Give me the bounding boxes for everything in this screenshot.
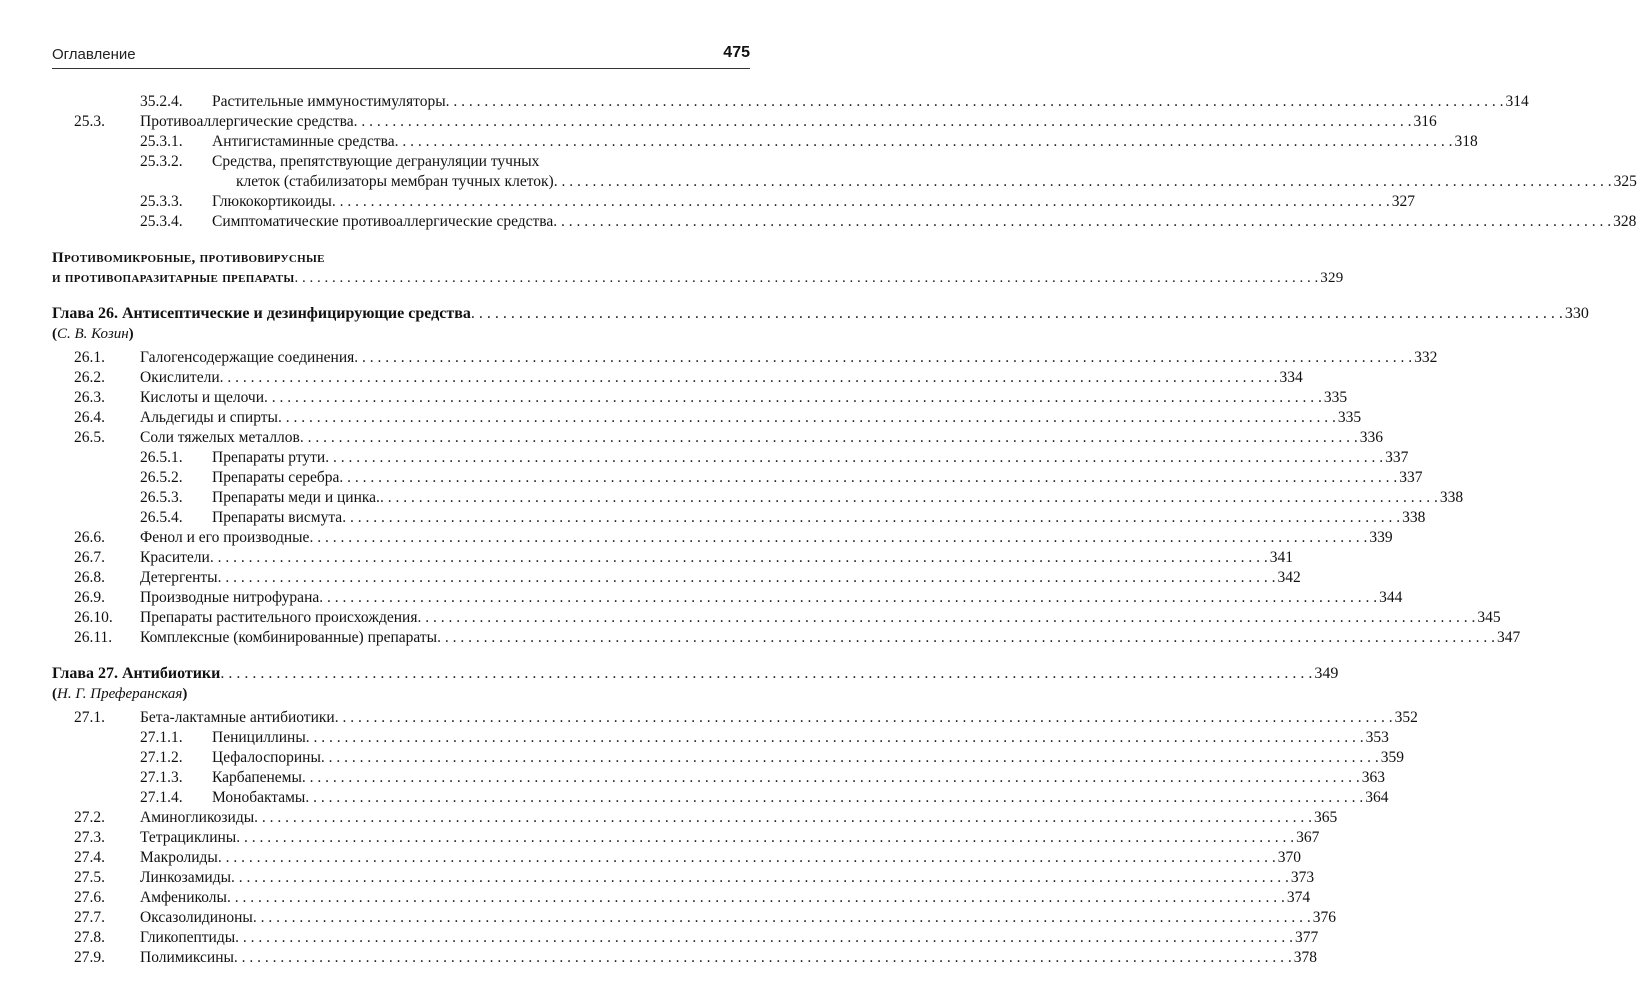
- toc-entry-title: Амфениколы: [140, 889, 227, 906]
- toc-entry-number: 25.3.2.: [140, 153, 183, 170]
- toc-entry: [52, 192, 1415, 212]
- toc-entry-number: 26.9.: [74, 589, 105, 606]
- leader-dots: [395, 132, 1453, 152]
- author-paren: (: [52, 686, 57, 702]
- leader-dots: [332, 192, 1390, 212]
- toc-entry: [52, 132, 1478, 152]
- part-heading-line-1: Противомикробные, противовирусные: [52, 250, 325, 266]
- toc-entry-page: 342: [1277, 569, 1301, 586]
- toc-entry-number: 26.4.: [74, 409, 105, 426]
- chapter-author: [52, 324, 750, 344]
- toc-entry-page: 338: [1402, 509, 1426, 526]
- leader-dots: [254, 808, 1312, 828]
- toc-entry: [52, 112, 1437, 132]
- toc-entry-title: Полимиксины: [140, 949, 234, 966]
- toc-entry-number: 27.8.: [74, 929, 105, 946]
- toc-entry: [52, 608, 1501, 628]
- toc-entry-number: 27.6.: [74, 889, 105, 906]
- toc-entry: [52, 768, 1386, 788]
- toc-entry-title: Аминогликозиды: [140, 809, 255, 826]
- toc-entry-title: Фенол и его производные: [140, 529, 310, 546]
- leader-dots: [354, 348, 1412, 368]
- toc-entry: [52, 868, 1315, 888]
- toc-entry-page: 337: [1385, 449, 1409, 466]
- toc-entry-title: Окислители: [140, 369, 220, 386]
- toc-entry-number: 26.10.: [74, 609, 113, 626]
- toc-entry-number: 26.11.: [74, 629, 113, 646]
- toc-entry-page: 314: [1505, 93, 1529, 110]
- toc-entry-title: Растительные иммуностимуляторы: [212, 93, 446, 110]
- leader-dots: [231, 868, 1289, 888]
- toc-entry-title: Альдегиды и спирты: [140, 409, 278, 426]
- toc-entry: [52, 748, 1404, 768]
- toc-entry: [52, 428, 1383, 448]
- leader-dots: [234, 948, 1292, 968]
- toc-entry-number: 27.7.: [74, 909, 105, 926]
- toc-entry-title: Препараты висмута: [212, 509, 343, 526]
- leader-dots: [471, 304, 1563, 324]
- leader-dots: [339, 468, 1397, 488]
- toc-entry-number: 25.3.: [74, 113, 105, 130]
- toc-entry: [52, 708, 1418, 728]
- toc-entry-page: 353: [1365, 729, 1389, 746]
- chapter-title: Глава 26. Антисептические и дезинфицирующие средства: [52, 305, 471, 322]
- leader-dots: [380, 488, 1438, 508]
- chapter-author: [52, 684, 750, 704]
- toc-entry-page: 332: [1414, 349, 1438, 366]
- leader-dots: [305, 788, 1363, 808]
- leader-dots: [335, 708, 1393, 728]
- toc-entry-page: 352: [1394, 709, 1418, 726]
- toc-entry-page: 318: [1454, 133, 1478, 150]
- running-header: [52, 44, 750, 68]
- toc-entry: [52, 788, 1389, 808]
- part-heading: [52, 268, 1344, 288]
- toc-entry: [52, 588, 1403, 608]
- toc-entry-page: 330: [1564, 305, 1589, 322]
- toc-entry-page: 329: [1320, 270, 1344, 286]
- toc-entry-page: 335: [1323, 389, 1348, 406]
- toc-entry-number: 26.5.3.: [140, 489, 183, 506]
- leader-dots: [210, 548, 1268, 568]
- chapter-heading: [52, 664, 1339, 684]
- table-of-contents: [52, 92, 1637, 968]
- leader-dots: [446, 92, 1504, 112]
- toc-entry-number: 27.5.: [74, 869, 105, 886]
- leader-dots: [417, 608, 1475, 628]
- toc-entry: [52, 468, 1423, 488]
- author-paren: ): [128, 326, 134, 342]
- toc-entry-page: 365: [1314, 809, 1338, 826]
- toc-entry-number: 26.7.: [74, 549, 105, 566]
- toc-entry: [52, 152, 750, 172]
- toc-entry: [52, 212, 1637, 232]
- toc-entry-page: 336: [1359, 429, 1383, 446]
- toc-entry-title: Антигистаминные средства: [212, 133, 395, 150]
- toc-entry-page: 374: [1286, 889, 1311, 906]
- toc-entry-page: 325: [1613, 173, 1637, 190]
- toc-entry-page: 376: [1312, 909, 1336, 926]
- toc-entry-title: клеток (стабилизаторы мембран тучных клеток): [236, 173, 554, 190]
- leader-dots: [218, 568, 1276, 588]
- toc-entry: [52, 568, 1301, 588]
- toc-entry: [52, 828, 1320, 848]
- part-heading-line-2: и противопаразитарные препараты: [52, 270, 295, 286]
- leader-dots: [354, 112, 1412, 132]
- toc-entry-title: Гликопептиды: [140, 929, 236, 946]
- toc-entry: [52, 348, 1438, 368]
- toc-entry-title: Препараты ртути: [212, 449, 326, 466]
- leader-dots: [253, 908, 1311, 928]
- leader-dots: [300, 428, 1358, 448]
- leader-dots: [321, 748, 1379, 768]
- toc-entry: [52, 728, 1389, 748]
- toc-entry-title: Комплексные (комбинированные) препараты: [140, 629, 438, 646]
- toc-entry-number: 26.8.: [74, 569, 105, 586]
- toc-entry-page: 337: [1399, 469, 1423, 486]
- leader-dots: [278, 408, 1336, 428]
- toc-entry-title: Средства, препятствующие дегрануляции тучных: [212, 153, 540, 170]
- leader-dots: [302, 768, 1360, 788]
- toc-entry-number: 25.3.4.: [140, 213, 183, 230]
- toc-entry-title: Производные нитрофурана: [140, 589, 320, 606]
- toc-entry-title: Препараты серебра: [212, 469, 340, 486]
- toc-entry-page: 373: [1290, 869, 1315, 886]
- toc-entry: [52, 888, 1311, 908]
- toc-entry-title: Макролиды: [140, 849, 218, 866]
- toc-entry-title: Глюкокортикоиды: [212, 193, 332, 210]
- toc-entry-number: 27.1.: [74, 709, 105, 726]
- toc-entry: [52, 508, 1426, 528]
- leader-dots: [553, 212, 1611, 232]
- toc-entry-title: Соли тяжелых металлов: [140, 429, 300, 446]
- toc-entry: [52, 528, 1393, 548]
- leader-dots: [306, 728, 1364, 748]
- toc-entry-page: 370: [1277, 849, 1301, 866]
- leader-dots: [264, 388, 1322, 408]
- leader-dots: [294, 268, 1318, 288]
- toc-entry-number: 27.1.2.: [140, 749, 183, 766]
- toc-entry-title: Карбапенемы: [212, 769, 302, 786]
- leader-dots: [319, 588, 1377, 608]
- toc-entry: [52, 848, 1301, 868]
- toc-entry: [52, 448, 1409, 468]
- toc-entry-number: 26.5.: [74, 429, 105, 446]
- toc-entry-number: 26.2.: [74, 369, 105, 386]
- toc-entry-title: Пенициллины: [212, 729, 306, 746]
- toc-entry-page: 364: [1365, 789, 1389, 806]
- toc-entry: [52, 92, 1529, 112]
- toc-entry: [52, 548, 1293, 568]
- toc-entry-page: 328: [1613, 213, 1637, 230]
- toc-entry-title: Линкозамиды: [140, 869, 232, 886]
- toc-entry-number: 26.5.1.: [140, 449, 183, 466]
- part-heading: [52, 248, 750, 268]
- toc-entry: [52, 368, 1303, 388]
- leader-dots: [218, 848, 1276, 868]
- header-rule: [52, 68, 750, 69]
- toc-entry-title: Цефалоспорины: [212, 749, 321, 766]
- toc-entry-title: Монобактамы: [212, 789, 306, 806]
- toc-entry-number: 27.1.4.: [140, 789, 183, 806]
- leader-dots: [554, 172, 1612, 192]
- toc-entry-number: 27.9.: [74, 949, 105, 966]
- toc-entry-title: Галогенсодержащие соединения: [140, 349, 355, 366]
- toc-entry-title: Противоаллергические средства: [140, 113, 354, 130]
- toc-entry-number: 27.4.: [74, 849, 105, 866]
- toc-entry-title: Препараты растительного происхождения: [140, 609, 418, 626]
- leader-dots: [235, 928, 1293, 948]
- toc-entry-page: 316: [1413, 113, 1437, 130]
- toc-entry-number: 25.3.3.: [140, 193, 183, 210]
- toc-entry-page: 359: [1380, 749, 1404, 766]
- toc-entry-title: Красители: [140, 549, 210, 566]
- toc-entry-number: 27.2.: [74, 809, 105, 826]
- toc-entry-number: 26.3.: [74, 389, 105, 406]
- toc-entry: [52, 408, 1362, 428]
- toc-entry-page: 377: [1295, 929, 1319, 946]
- running-header-title: Оглавление: [52, 46, 136, 63]
- toc-entry-page: 338: [1439, 489, 1464, 506]
- author-name: Н. Г. Преферанская: [57, 686, 183, 702]
- toc-entry-page: 363: [1361, 769, 1386, 786]
- toc-entry-page: 367: [1296, 829, 1320, 846]
- toc-entry-page: 347: [1496, 629, 1521, 646]
- toc-entry-number: 26.6.: [74, 529, 105, 546]
- leader-dots: [220, 368, 1278, 388]
- toc-entry-title: Симптоматические противоаллергические средства: [212, 213, 554, 230]
- toc-entry-number: 27.1.3.: [140, 769, 183, 786]
- toc-entry-page: 378: [1293, 949, 1318, 966]
- toc-entry-title: Кислоты и щелочи: [140, 389, 265, 406]
- author-paren: (: [52, 326, 57, 342]
- toc-entry: [52, 908, 1336, 928]
- toc-entry-title: Оксазолидиноны: [140, 909, 253, 926]
- toc-entry-page: 344: [1379, 589, 1403, 606]
- toc-entry: [52, 808, 1338, 828]
- author-name: С. В. Козин: [57, 326, 129, 342]
- toc-entry-page: 334: [1279, 369, 1303, 386]
- toc-entry: [52, 488, 1464, 508]
- page-number: 475: [723, 44, 750, 61]
- leader-dots: [342, 508, 1400, 528]
- toc-entry-page: 349: [1314, 665, 1339, 682]
- author-paren: ): [182, 686, 188, 702]
- toc-entry-title: Препараты меди и цинка.: [212, 489, 380, 506]
- toc-entry-page: 339: [1369, 529, 1393, 546]
- toc-entry: [52, 388, 1348, 408]
- leader-dots: [309, 528, 1367, 548]
- toc-entry-title: Тетрациклины: [140, 829, 237, 846]
- leader-dots: [220, 664, 1312, 684]
- leader-dots: [227, 888, 1285, 908]
- toc-entry-number: 27.1.1.: [140, 729, 183, 746]
- toc-entry-number: 26.5.4.: [140, 509, 183, 526]
- toc-entry-number: 27.3.: [74, 829, 105, 846]
- toc-entry-number: 25.3.1.: [140, 133, 183, 150]
- leader-dots: [437, 628, 1495, 648]
- toc-entry-number: 26.1.: [74, 349, 105, 366]
- toc-entry-title: Бета-лактамные антибиотики: [140, 709, 335, 726]
- toc-entry: [52, 948, 1318, 968]
- toc-entry-page: 327: [1391, 193, 1415, 210]
- leader-dots: [236, 828, 1294, 848]
- toc-entry: [52, 628, 1521, 648]
- chapter-title: Глава 27. Антибиотики: [52, 665, 221, 682]
- toc-entry-number: 35.2.4.: [140, 93, 183, 110]
- toc-entry: [52, 928, 1319, 948]
- toc-entry-continuation: [52, 172, 1637, 192]
- toc-entry-number: 26.5.2.: [140, 469, 183, 486]
- leader-dots: [325, 448, 1383, 468]
- toc-entry-page: 335: [1337, 409, 1362, 426]
- toc-entry-title: Детергенты: [140, 569, 218, 586]
- toc-entry-page: 341: [1269, 549, 1293, 566]
- toc-entry-page: 345: [1477, 609, 1501, 626]
- chapter-heading: [52, 304, 1589, 324]
